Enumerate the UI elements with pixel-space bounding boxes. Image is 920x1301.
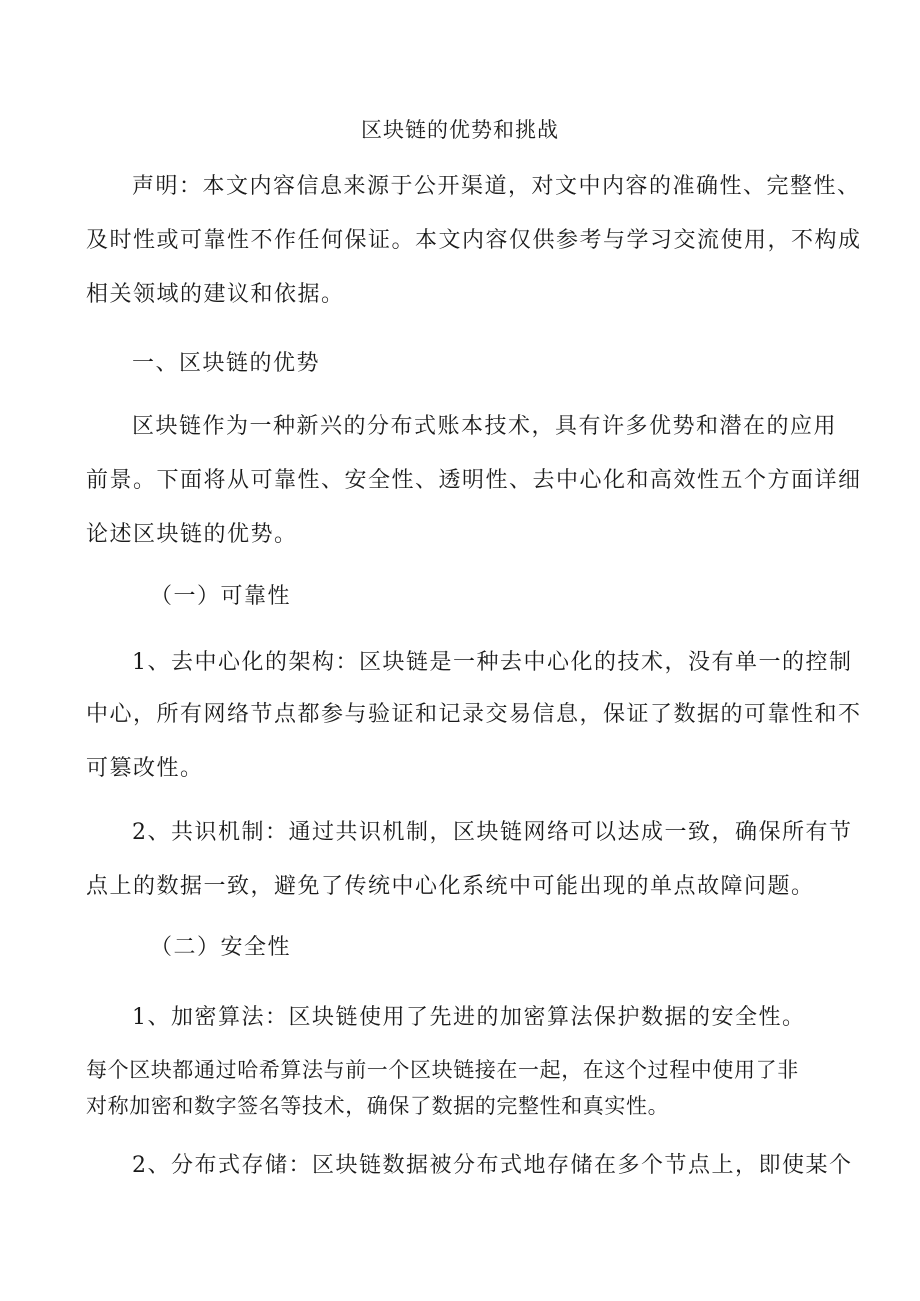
subsection-heading: （二）安全性 [150,935,292,960]
document-title: 区块链的优势和挑战 [361,118,559,142]
paragraph-line: 可篡改性。 [86,756,204,781]
paragraph-line: 点上的数据一致，避免了传统中心化系统中可能出现的单点故障问题。 [86,874,815,899]
paragraph-line: 前景。下面将从可靠性、安全性、透明性、去中心化和高效性五个方面详细 [86,468,862,493]
paragraph-line: 每个区块都通过哈希算法与前一个区块链接在一起，在这个过程中使用了非 [86,1058,799,1082]
paragraph-line: 2、分布式存储：区块链数据被分布式地存储在多个节点上，即使某个 [132,1153,853,1178]
disclaimer-line: 声明：本文内容信息来源于公开渠道，对文中内容的准确性、完整性、 [132,174,861,199]
disclaimer-line: 相关领域的建议和依据。 [86,282,345,307]
disclaimer-line: 及时性或可靠性不作任何保证。本文内容仅供参考与学习交流使用，不构成 [86,228,862,253]
paragraph-line: 2、共识机制：通过共识机制，区块链网络可以达成一致，确保所有节 [132,820,853,845]
paragraph-line: 1、去中心化的架构：区块链是一种去中心化的技术，没有单一的控制 [132,650,853,675]
paragraph-line: 论述区块链的优势。 [86,522,298,547]
section-heading: 一、区块链的优势 [132,351,321,376]
paragraph-line: 区块链作为一种新兴的分布式账本技术，具有许多优势和潜在的应用 [132,414,838,439]
paragraph-line: 1、加密算法：区块链使用了先进的加密算法保护数据的安全性。 [132,1005,806,1030]
subsection-heading: （一）可靠性 [150,584,292,609]
paragraph-line: 对称加密和数字签名等技术，确保了数据的完整性和真实性。 [86,1094,670,1118]
paragraph-line: 中心，所有网络节点都参与验证和记录交易信息，保证了数据的可靠性和不 [86,702,862,727]
